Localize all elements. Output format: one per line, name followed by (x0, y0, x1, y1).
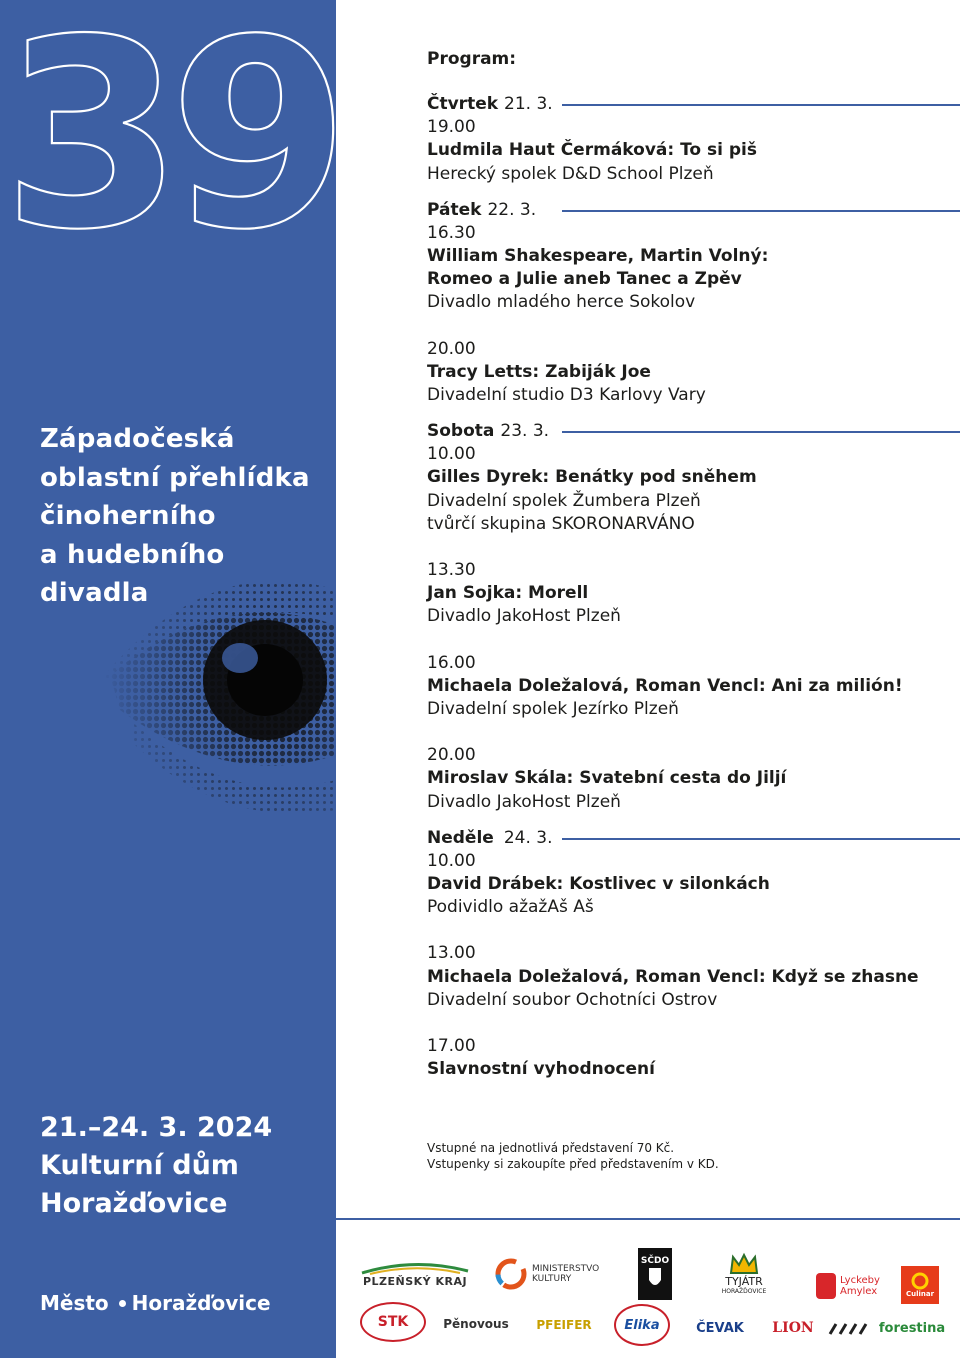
slot-title: Romeo a Julie aneb Tanec a Zpěv (427, 269, 742, 290)
slot-company: Podividlo ažažAš Aš (427, 897, 594, 918)
city-part: Město (40, 1291, 109, 1315)
slot-time: 10.00 (427, 850, 476, 871)
program-slot (427, 1035, 960, 1081)
program-day (427, 93, 960, 186)
city-part: Horažďovice (131, 1291, 271, 1315)
ring-icon (494, 1257, 528, 1291)
halftone-eye-illustration (90, 540, 336, 830)
program-slot (427, 559, 960, 629)
slot-company: Herecký spolek D&D School Plzeň (427, 163, 714, 184)
slot-title: Michaela Doležalová, Roman Vencl: Ani za milión! (427, 675, 903, 696)
slot-time: 17.00 (427, 1036, 476, 1057)
slot-company: tvůrčí skupina SKORONARVÁNO (427, 513, 695, 534)
program-day (427, 827, 960, 1082)
slot-title: David Drábek: Kostlivec v silonkách (427, 874, 770, 895)
slot-title: Michaela Doležalová, Roman Vencl: Když se zhasne (427, 966, 919, 987)
edition-number-text: 39. (2, 0, 421, 287)
day-name: Pátek (427, 199, 482, 220)
day-header (427, 420, 960, 443)
logo-text: forestina (878, 1320, 946, 1336)
elika-logo (614, 1304, 670, 1346)
program-slot (427, 652, 960, 722)
venue-line: Horažďovice (40, 1188, 228, 1219)
title-line: a hudebního (40, 539, 225, 570)
logo-text: Culinar (905, 1290, 935, 1298)
plzensky-kraj-logo (360, 1254, 470, 1294)
program-slot (427, 338, 960, 408)
slot-title: Miroslav Skála: Svatební cesta do Jiljí (427, 768, 787, 789)
day-date: 21. 3. (504, 94, 553, 115)
program-heading: Program: (427, 49, 517, 69)
ticket-info (427, 1140, 719, 1172)
slot-time: 13.00 (427, 943, 476, 964)
pfeifer-logo (526, 1316, 602, 1334)
crown-icon (729, 1253, 759, 1275)
program-slot (427, 942, 960, 1012)
city-logo (40, 1291, 271, 1315)
tyjatr-logo (716, 1248, 772, 1300)
program-slot (427, 222, 960, 315)
day-date: 22. 3. (487, 199, 537, 220)
slot-time: 13.30 (427, 560, 476, 581)
program-slot (427, 116, 960, 186)
ministerstvo-kultury-logo (494, 1254, 618, 1294)
logo-text: LION (772, 1320, 814, 1336)
logo-text: Lyckeby (840, 1275, 880, 1286)
event-date-venue (40, 1109, 330, 1223)
slot-time: 16.30 (427, 222, 476, 243)
program-list (427, 48, 960, 1095)
title-line: divadla (40, 578, 149, 608)
penovous-logo (436, 1314, 516, 1334)
info-line: Vstupné na jednotlivá představení 70 Kč. (427, 1141, 675, 1155)
slot-company: Divadelní soubor Ochotníci Ostrov (427, 989, 718, 1010)
title-line: Západočeská (40, 424, 235, 454)
info-line: Vstupenky si zakoupíte před představením v KD. (427, 1157, 719, 1171)
slot-title: Ludmila Haut Čermáková: To si piš (427, 140, 757, 161)
slot-company: Divadelní spolek Žumbera Plzeň (427, 490, 701, 511)
day-date: 24. 3. (503, 827, 553, 848)
slot-time: 10.00 (427, 444, 476, 465)
day-header (427, 827, 960, 850)
mask-icon (645, 1266, 665, 1292)
divider (336, 1218, 960, 1220)
slot-company: Divadlo JakoHost Plzeň (427, 606, 621, 627)
day-header (427, 199, 960, 222)
slot-time: 19.00 (427, 117, 476, 138)
logo-text: Amylex (840, 1286, 878, 1297)
dot-icon (119, 1300, 126, 1307)
slot-title: Tracy Letts: Zabiják Joe (427, 361, 651, 382)
slot-company: Divadlo mladého herce Sokolov (427, 292, 696, 313)
slot-title: Slavnostní vyhodnocení (427, 1059, 655, 1080)
logo-text: PFEIFER (536, 1318, 592, 1332)
slot-company: Divadelní spolek Jezírko Plzeň (427, 699, 679, 720)
day-divider-rule (562, 210, 960, 212)
logo-text: ČEVAK (696, 1320, 744, 1336)
culinar-mark-icon (911, 1272, 929, 1290)
leaf-icon (816, 1273, 836, 1299)
logo-text: MINISTERSTVO (532, 1264, 600, 1274)
culinar-logo (901, 1266, 939, 1304)
venue-line: Kulturní dům (40, 1150, 239, 1181)
day-divider-rule (562, 104, 960, 106)
slot-company: Divadelní studio D3 Karlovy Vary (427, 385, 706, 406)
sponsor-logos (336, 1230, 960, 1358)
forestina-logo (880, 1318, 944, 1338)
title-line: činoherního (40, 501, 216, 531)
logo-text: KULTURY (532, 1274, 572, 1284)
lion-logo (762, 1318, 824, 1338)
day-name: Sobota (427, 421, 495, 442)
day-divider-rule (562, 838, 960, 840)
stk-logo (360, 1302, 426, 1342)
program-slot (427, 744, 960, 814)
logo-text: Pěnovous (443, 1317, 509, 1331)
program-slot (427, 850, 960, 920)
swoosh-icon (360, 1261, 470, 1275)
program-day (427, 420, 960, 814)
logo-text: PLZEŇSKÝ KRAJ (362, 1274, 468, 1288)
logo-text: Elika (624, 1317, 660, 1333)
logo-text: STK (377, 1314, 409, 1330)
program-day (427, 199, 960, 407)
lyckeby-amylex-logo (816, 1270, 890, 1302)
scdo-logo (638, 1248, 672, 1300)
slot-company: Divadlo JakoHost Plzeň (427, 791, 621, 812)
program-slot (427, 443, 960, 536)
title-line: oblastní přehlídka (40, 462, 310, 493)
cevak-logo (688, 1318, 752, 1338)
slot-title: William Shakespeare, Martin Volný: (427, 246, 769, 267)
slot-title: Jan Sojka: Morell (427, 583, 589, 604)
day-name: Čtvrtek (427, 94, 499, 115)
slot-title: Gilles Dyrek: Benátky pod sněhem (427, 467, 757, 488)
logo-text: TYJÁTR (725, 1275, 763, 1288)
day-name: Neděle (427, 827, 494, 848)
event-dates: 21.–24. 3. 2024 (40, 1112, 273, 1143)
edition-number-outline (0, 0, 421, 287)
stripes-icon (828, 1322, 868, 1336)
logo-text: SČDO (640, 1256, 670, 1266)
stripes-logo (828, 1322, 868, 1336)
logo-text: HORAŽĎOVICE (721, 1288, 767, 1295)
day-header (427, 93, 960, 116)
slot-time: 16.00 (427, 652, 476, 673)
slot-time: 20.00 (427, 745, 476, 766)
slot-time: 20.00 (427, 338, 476, 359)
day-divider-rule (562, 431, 960, 433)
day-date: 23. 3. (500, 421, 550, 442)
